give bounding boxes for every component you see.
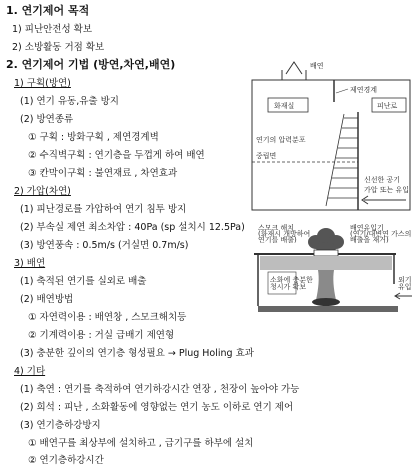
refuge-label: 피난로 [377, 102, 398, 110]
section1-title: 1. 연기제어 목적 [6, 4, 90, 17]
fresh-air-label-2: 가압 또는 유입 [364, 186, 410, 194]
flow-label: 배연유입기 [350, 224, 384, 232]
exhaust-arrow-icon [286, 62, 302, 74]
floor [258, 306, 398, 312]
list-item: ② 기계력이용 : 거실 급배기 제연형 [28, 330, 175, 341]
list-item: (2) 방연종류 [20, 114, 74, 125]
hatch-label-2: (화재시 개방하여 [258, 230, 311, 238]
neutral-plane-label: 중립면 [256, 152, 277, 160]
list-item: (2) 배연방법 [20, 294, 74, 305]
clear-layer-label: 소화에 충분한 [270, 276, 313, 284]
list-item: (2) 희석 : 피난 , 소화활동에 영향없는 연기 농도 이하로 연기 제어 [20, 402, 294, 413]
list-item: ② 수직벽구획 : 연기층을 두껍게 하여 배연 [28, 150, 205, 161]
list-item: (1) 피난경로를 가압하여 연기 침투 방지 [20, 204, 187, 215]
smoke-control-pressure-diagram [246, 58, 416, 214]
exhaust-label: 배연 [310, 62, 324, 70]
subsection-title: 4) 기타 [14, 366, 46, 377]
pressure-distribution-lines [326, 114, 358, 206]
flow-label-2: (연기/대변연 가스의 [350, 230, 412, 238]
list-item: (1) 축연 : 연기를 축적하여 연기하강시간 연장 , 천장이 높아야 가능 [20, 384, 300, 395]
list-item: (3) 방연풍속 : 0.5m/s (거실면 0.7m/s) [20, 240, 189, 251]
subsection-title: 1) 구획(방연) [14, 78, 71, 89]
list-item: ① 배연구를 최상부에 설치하고 , 급기구를 하부에 설치 [28, 438, 254, 449]
list-item: (2) 부속실 제연 최소차압 : 40Pa (sp 설치시 12.5Pa) [20, 222, 245, 233]
list-item: ③ 칸막이구획 : 불연재료 , 차연효과 [28, 168, 178, 179]
hatch-label-3: 연기를 배출) [258, 236, 297, 244]
smoke-barrier-label: 제연경계 [350, 86, 378, 94]
list-item: ② 연기층하강시간 [28, 455, 104, 466]
flow-label-3: 배출을 재거) [350, 236, 389, 244]
subsection-title: 3) 배연 [14, 258, 46, 269]
fire-room-label: 화재실 [274, 102, 295, 110]
list-item: ① 구획 : 방화구획 , 제연경계벽 [28, 132, 159, 143]
list-item: (3) 충분한 깊이의 연기층 형성필요 → Plug Holing 효과 [20, 348, 254, 359]
fresh-air-label: 신선한 공기 [364, 176, 401, 184]
section2-title: 2. 연기제어 기법 (방연,차연,배연) [6, 58, 176, 71]
list-item: (1) 축적된 연기를 실외로 배출 [20, 276, 147, 287]
list-item: 2) 소방활동 거점 확보 [12, 42, 105, 53]
hatch-label: 스모크 해치 [258, 224, 295, 232]
outside-air-label-2: 유입 [398, 283, 412, 291]
smoke-hatch-exhaust-diagram [246, 222, 416, 314]
list-item: (1) 연기 유동,유출 방지 [20, 96, 119, 107]
outside-air-label: 외기 [398, 276, 412, 284]
fire-source-icon [312, 298, 340, 306]
smoke-pressure-label: 연기의 압력분포 [256, 136, 306, 144]
smoke-barrier-pointer [336, 89, 348, 93]
smoke-hatch [314, 250, 338, 256]
fire-plume [316, 270, 336, 300]
smoke-layer [260, 256, 392, 270]
clear-layer-label-2: 청시가 확보 [270, 283, 307, 291]
list-item: ① 자연력이용 : 배연창 , 스모크해치등 [28, 312, 187, 323]
list-item: 1) 피난안전성 확보 [12, 24, 93, 35]
subsection-title: 2) 가압(차연) [14, 186, 71, 197]
list-item: (3) 연기층하강방지 [20, 420, 101, 431]
